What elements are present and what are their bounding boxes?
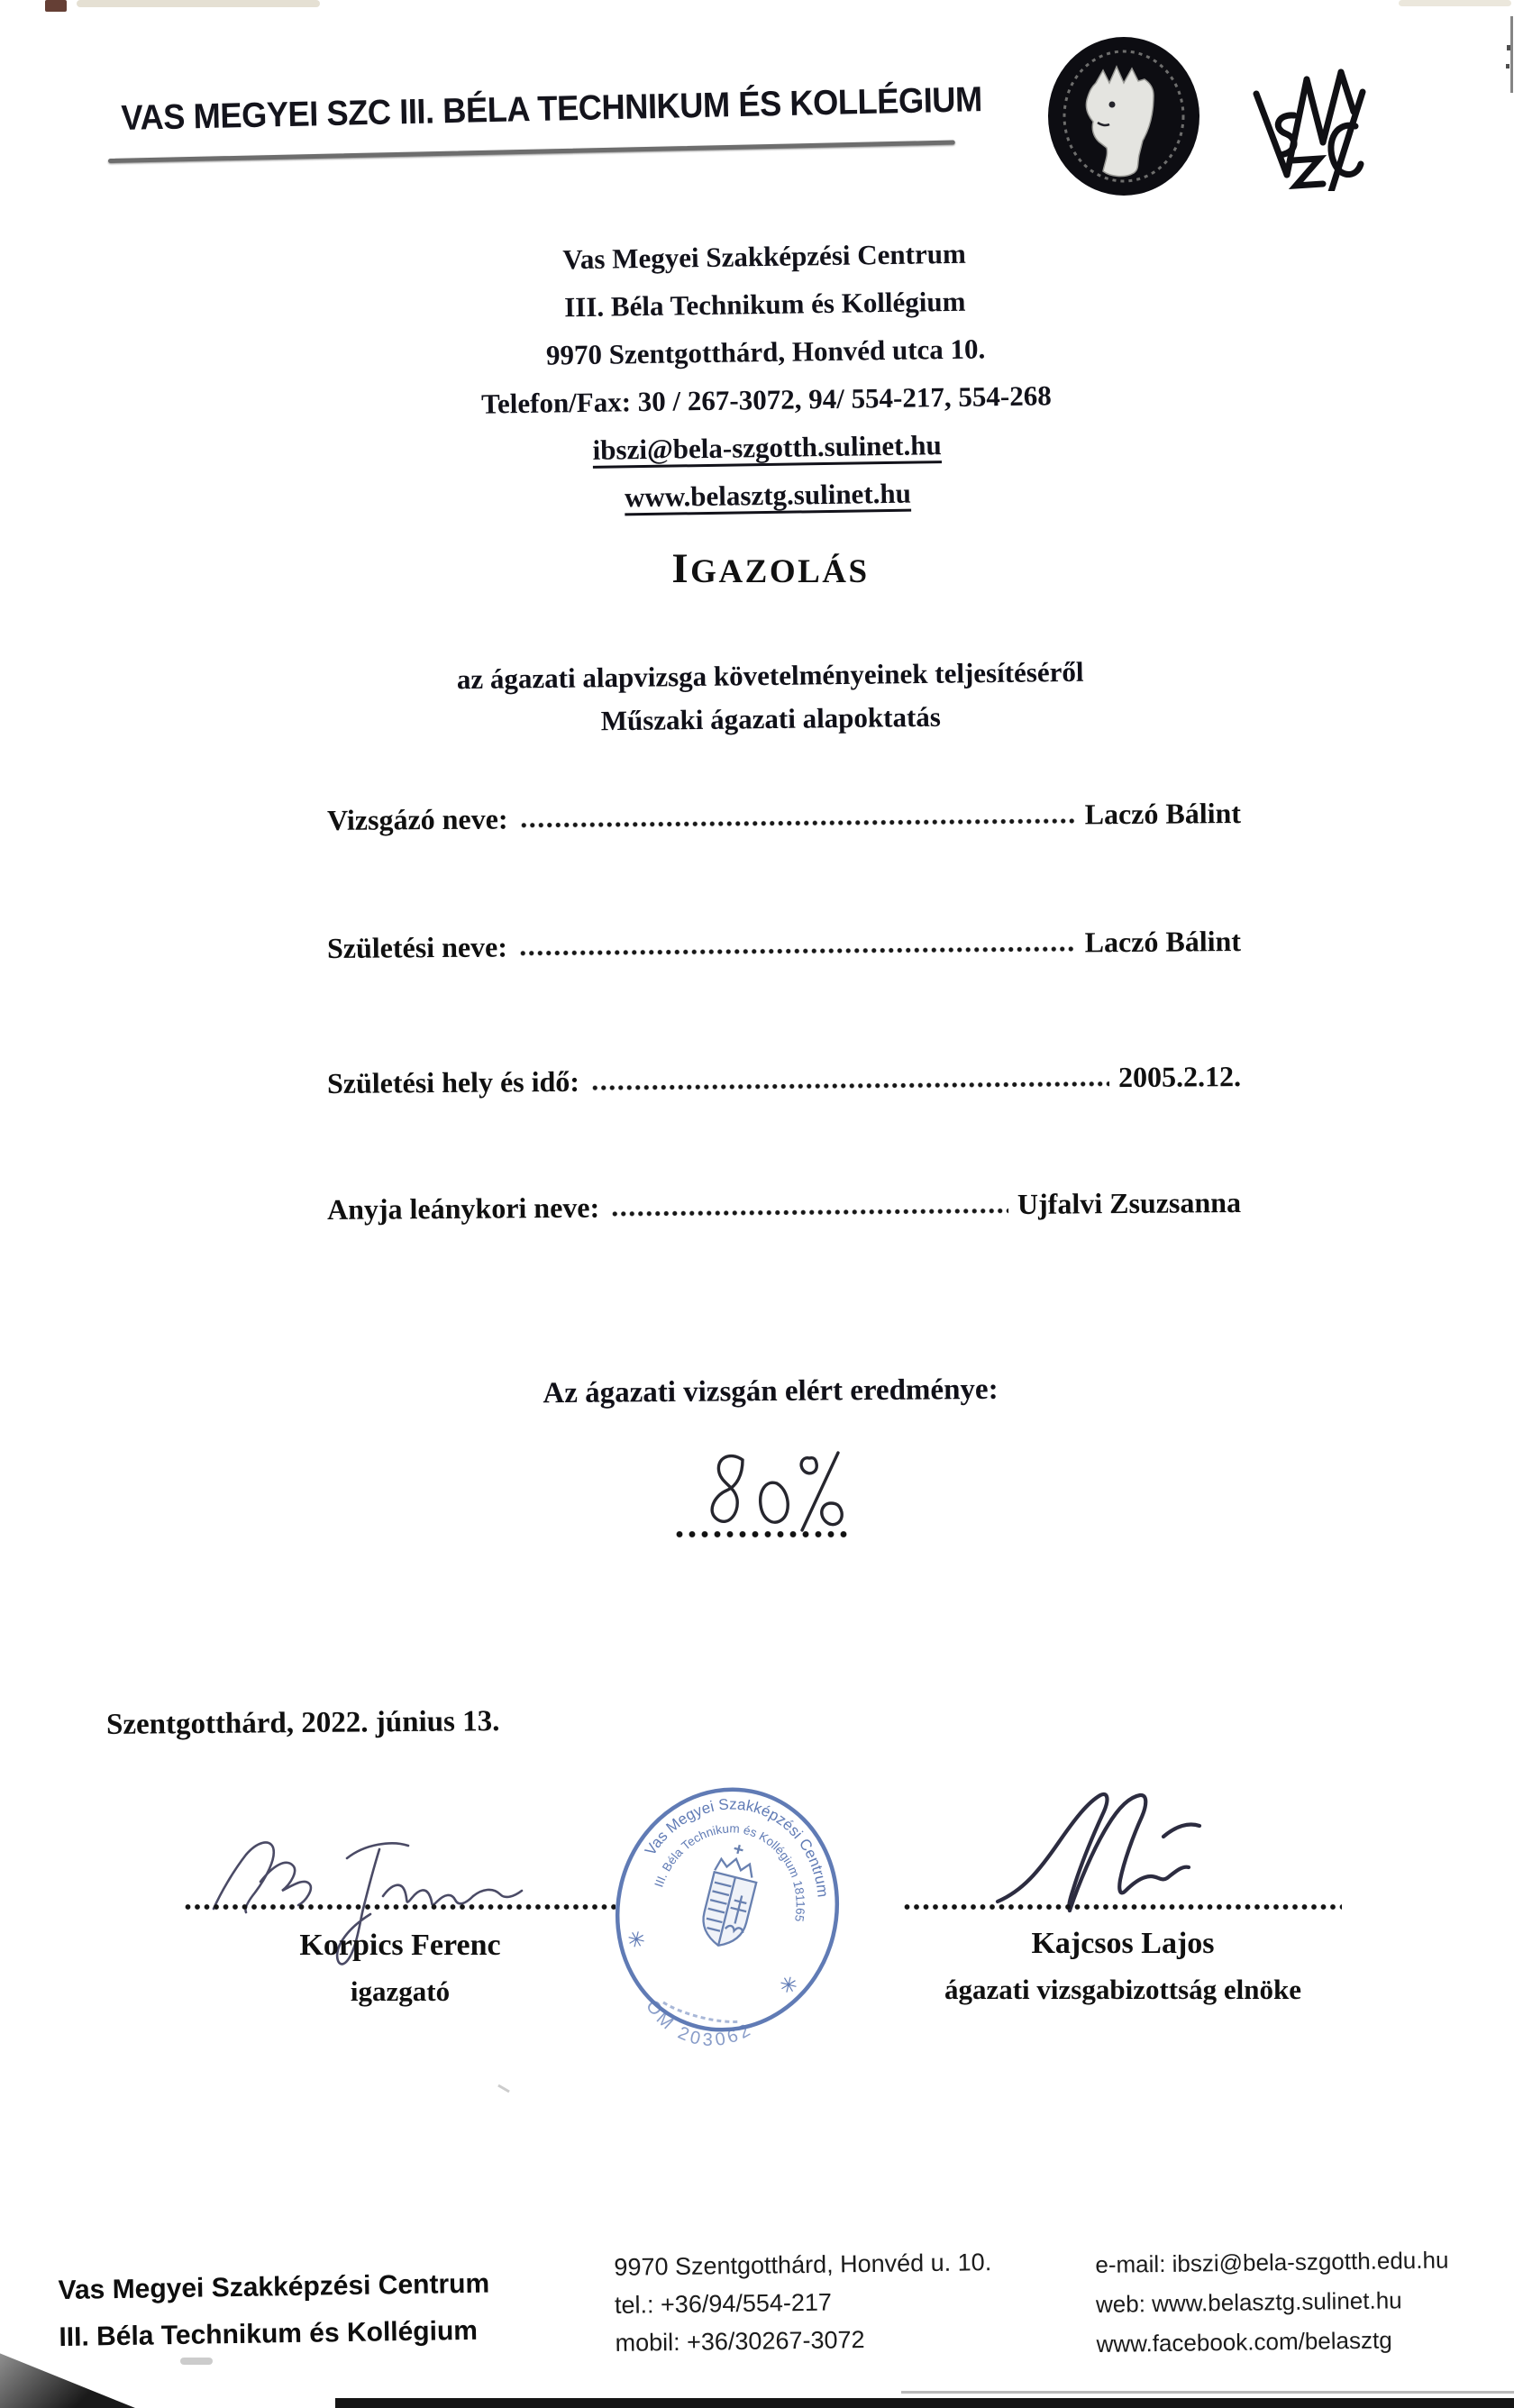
header-underline: [108, 140, 955, 163]
stamp-coat-of-arms: [698, 1840, 764, 1950]
footer-web: web: www.belasztg.sulinet.hu: [1095, 2286, 1402, 2319]
field-row-birth-name: [327, 925, 1241, 965]
footer-org-line1: Vas Megyei Szakképzési Centrum: [58, 2268, 490, 2306]
dotted-leader: [521, 817, 1076, 828]
footer-online: [1095, 2239, 1484, 2364]
letterhead-centre-name: Vas Megyei Szakképzési Centrum: [562, 237, 967, 276]
dotted-leader: [592, 1081, 1109, 1091]
scan-right-edge-dot2: [1506, 64, 1509, 68]
letterhead-phone-fax: Telefon/Fax: 30 / 267-3072, 94/ 554-217, 554-268: [480, 379, 1052, 420]
field-label: Anyja leánykori neve:: [326, 1190, 600, 1226]
chair-name: Kajcsos Lajos: [1031, 1927, 1215, 1960]
document-subtitle: [342, 649, 1199, 746]
scan-smudge-top-right: [1399, 0, 1511, 6]
subtitle-line1: az ágazati alapvizsga követelményeinek teljesítéséről: [456, 655, 1084, 696]
stamp-outer-ring-text: Vas Megyei Szakképzési Centrum: [641, 1795, 832, 1899]
footer-phone: tel.: +36/94/554-217: [614, 2288, 833, 2319]
footer-facebook: www.facebook.com/belasztg: [1096, 2326, 1392, 2358]
page-title: VAS MEGYEI SZC III. BÉLA TECHNIKUM ÉS KOLLÉGIUM: [121, 80, 983, 139]
dotted-leader: [520, 945, 1076, 956]
footer-mobile: mobil: +36/30267-3072: [615, 2326, 865, 2357]
result-label: Az ágazati vizsgán elért eredménye:: [543, 1373, 999, 1410]
document-title: IGAZOLÁS: [671, 545, 870, 592]
chair-signature-line: [904, 1903, 1342, 1911]
date-line: Szentgotthárd, 2022. június 13.: [105, 1705, 500, 1741]
footer-address: 9970 Szentgotthárd, Honvéd u. 10.: [614, 2248, 992, 2281]
director-name: Korpics Ferenc: [299, 1929, 501, 1962]
scan-smudge-top-left: [77, 0, 320, 7]
scan-bottom-strip: [335, 2398, 1514, 2408]
letterhead-address: 9970 Szentgotthárd, Honvéd utca 10.: [545, 333, 986, 371]
field-value: 2005.2.12.: [1117, 1060, 1242, 1094]
field-row-examinee-name: [327, 797, 1241, 837]
stamp-asterisk-right: ✳: [776, 1972, 800, 2000]
field-value: Laczó Bálint: [1084, 797, 1242, 831]
stamp-asterisk-left: ✳: [624, 1927, 648, 1955]
scan-faint-tick: [497, 2084, 510, 2093]
subtitle-line2: Műszaki ágazati alapoktatás: [600, 700, 942, 737]
letterhead-block: [332, 226, 1201, 525]
scan-bottom-gray-line: [901, 2391, 1514, 2394]
director-title: igazgató: [350, 1975, 451, 2007]
footer-email: e-mail: ibszi@bela-szgotth.edu.hu: [1095, 2246, 1449, 2279]
field-label: Születési hely és idő:: [326, 1064, 580, 1099]
result-handwriting-80-percent: [694, 1447, 856, 1542]
king-head-seal-icon: [1045, 34, 1203, 198]
footer-contact: [614, 2243, 994, 2362]
letterhead-email: ibszi@bela-szgotth.sulinet.hu: [592, 429, 942, 466]
letterhead-website: www.belasztg.sulinet.hu: [624, 477, 912, 514]
director-signature-line: [185, 1903, 616, 1911]
result-dotted-line: [676, 1530, 849, 1538]
scan-right-edge-line: [1510, 16, 1513, 93]
scan-right-edge-dot1: [1507, 45, 1510, 50]
field-label: Születési neve:: [326, 930, 508, 964]
stamp-om-number: OM 203062: [642, 1996, 757, 2050]
field-value: Ujfalvi Zsuzsanna: [1017, 1186, 1242, 1220]
field-row-mother-name: [327, 1186, 1241, 1227]
vmszc-monogram-icon: [1244, 59, 1372, 191]
scan-red-mark-top-left: [45, 0, 67, 12]
school-round-stamp: [581, 1759, 875, 2062]
footer-organization: [58, 2260, 528, 2361]
field-label: Vizsgázó neve:: [326, 802, 508, 836]
footer-org-line2: III. Béla Technikum és Kollégium: [59, 2315, 479, 2353]
stamp-inner-ring-text: III. Béla Technikum és Kollégium 181165: [652, 1821, 807, 1923]
field-value: Laczó Bálint: [1084, 925, 1242, 959]
dotted-leader: [612, 1208, 1008, 1217]
chair-title: ágazati vizsgabizottság elnöke: [944, 1974, 1302, 2005]
field-row-birth-place-date: [327, 1060, 1241, 1100]
letterhead-school-name: III. Béla Technikum és Kollégium: [563, 285, 966, 324]
